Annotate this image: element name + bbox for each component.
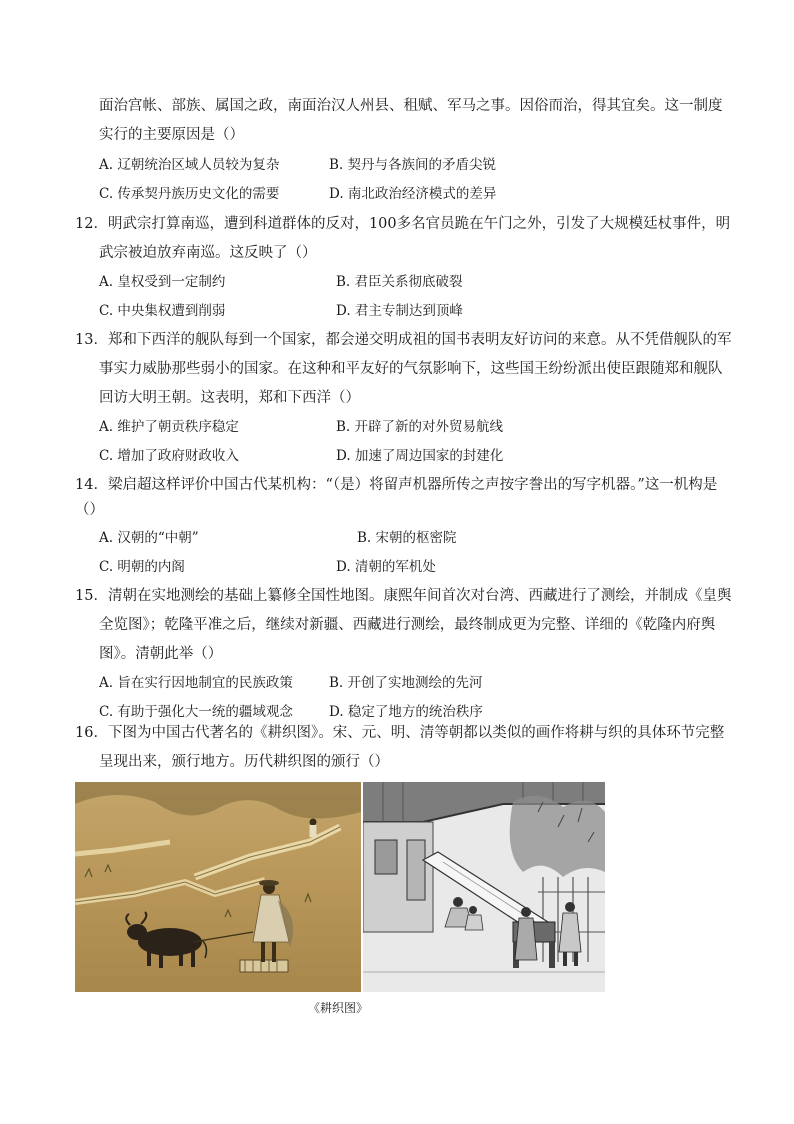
- q15-option-d[interactable]: D. 稳定了地方的统治秩序: [329, 704, 483, 720]
- q15-option-a[interactable]: A. 旨在实行因地制宜的民族政策: [99, 675, 293, 691]
- q11-stem-line1: 面治宫帐、部族、属国之政，南面治汉人州县、租赋、军马之事。因俗而治，得其宜矣。这一制度: [99, 98, 723, 114]
- q13-option-a[interactable]: A. 维护了朝贡秩序稳定: [99, 419, 239, 435]
- weaving-illustration: [363, 782, 605, 992]
- q12-option-c[interactable]: C. 中央集权遭到削弱: [99, 303, 226, 319]
- q15-option-b[interactable]: B. 开创了实地测绘的先河: [329, 675, 483, 691]
- q11-option-c[interactable]: C. 传承契丹族历史文化的需要: [99, 186, 280, 202]
- q15-option-c[interactable]: C. 有助于强化大一统的疆域观念: [99, 704, 293, 720]
- q15-stem-line3: 图》。清朝此举（）: [99, 646, 223, 662]
- q15-stem-line2: 全览图》；乾隆平准之后，继续对新疆、西藏进行测绘，最终制成更为完整、详细的《乾隆内府舆: [99, 617, 716, 633]
- q13-option-b[interactable]: B. 开辟了新的对外贸易航线: [336, 419, 504, 435]
- q13-option-c[interactable]: C. 增加了政府财政收入: [99, 448, 239, 464]
- q11-stem-line2: 实行的主要原因是（）: [99, 127, 244, 143]
- q16-stem-line2: 呈现出来，颁行地方。历代耕织图的颁行（）: [99, 754, 389, 770]
- q14-option-c[interactable]: C. 明朝的内阁: [99, 559, 185, 575]
- q14-option-a[interactable]: A. 汉朝的“中朝”: [99, 530, 199, 546]
- q11-option-a[interactable]: A. 辽朝统治区域人员较为复杂: [99, 157, 280, 173]
- q13-stem-line1: 13．郑和下西洋的舰队每到一个国家，都会递交明成祖的国书表明友好访问的来意。从不凭借舰队的军: [75, 332, 732, 348]
- q12-option-d[interactable]: D. 君主专制达到顶峰: [336, 303, 463, 319]
- q13-stem-line3: 回访大明王朝。这表明，郑和下西洋（）: [99, 390, 360, 406]
- ploughing-painting: [75, 782, 361, 992]
- q11-option-d[interactable]: D. 南北政治经济模式的差异: [329, 186, 497, 202]
- q16-stem-line1: 16．下图为中国古代著名的《耕织图》。宋、元、明、清等朝都以类似的画作将耕与织的具体环节完整: [75, 725, 725, 741]
- q14-stem-line2: （）: [75, 502, 104, 518]
- q11-option-b[interactable]: B. 契丹与各族间的矛盾尖锐: [329, 157, 497, 173]
- q12-option-a[interactable]: A. 皇权受到一定制约: [99, 274, 226, 290]
- q12-stem-line1: 12．明武宗打算南巡，遭到科道群体的反对，100多名官员跪在午门之外，引发了大规模廷杖事件，明: [75, 216, 731, 232]
- figure-caption: 《耕织图》: [307, 1001, 368, 1015]
- q14-option-b[interactable]: B. 宋朝的枢密院: [357, 530, 457, 546]
- q12-option-b[interactable]: B. 君臣关系彻底破裂: [336, 274, 463, 290]
- q14-option-d[interactable]: D. 清朝的军机处: [336, 559, 436, 575]
- q12-stem-line2: 武宗被迫放弃南巡。这反映了（）: [99, 245, 317, 261]
- q13-option-d[interactable]: D. 加速了周边国家的封建化: [336, 448, 504, 464]
- q13-stem-line2: 事实力威胁那些弱小的国家。在这种和平友好的气氛影响下，这些国王纷纷派出使臣跟随郑和舰队: [99, 361, 723, 377]
- q15-stem-line1: 15．清朝在实地测绘的基础上纂修全国性地图。康熙年间首次对台湾、西藏进行了测绘，并制成《皇舆: [75, 588, 732, 604]
- q14-stem-line1: 14．梁启超这样评价中国古代某机构：“（是）将留声机器所传之声按字誊出的写字机器。”这一机构是: [75, 477, 718, 493]
